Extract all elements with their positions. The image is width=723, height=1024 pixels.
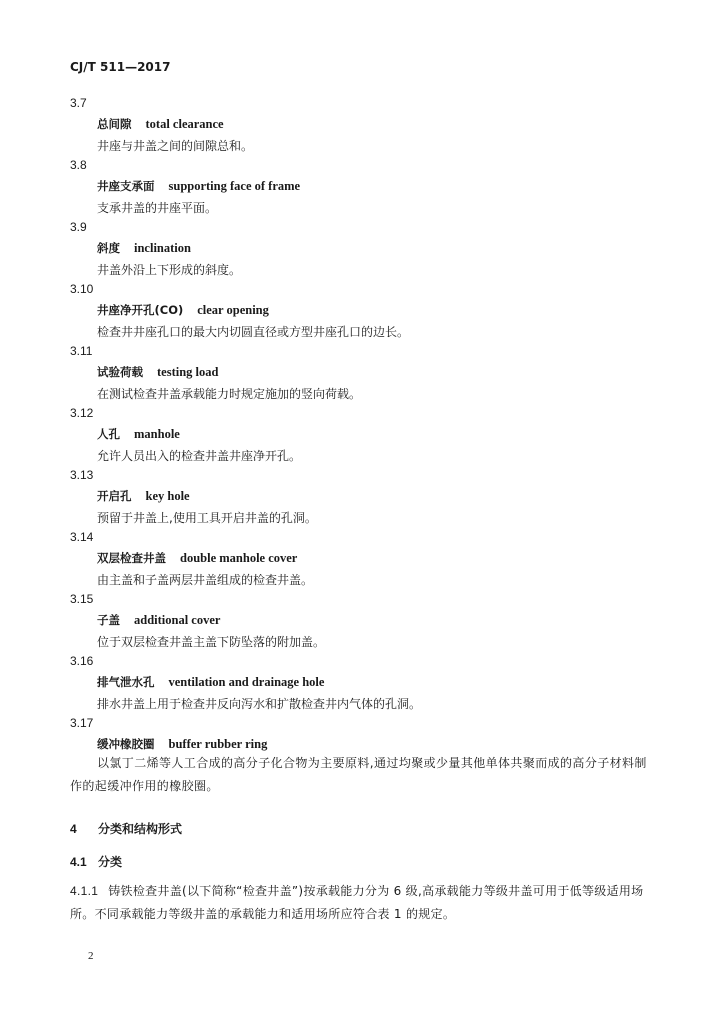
term-number: 3.12 <box>70 406 94 420</box>
page-number: 2 <box>88 950 94 962</box>
term-zh: 缓冲橡胶圈 <box>97 737 155 751</box>
term-zh: 试验荷载 <box>97 365 143 379</box>
term-title <box>97 178 300 194</box>
term-title <box>97 674 324 690</box>
term-definition: 允许人员出入的检查井盖井座净开孔。 <box>97 449 302 463</box>
term-number: 3.10 <box>70 282 94 296</box>
term-en: manhole <box>134 427 180 441</box>
term-title <box>97 550 297 566</box>
term-zh: 井座支承面 <box>97 179 155 193</box>
term-zh: 开启孔 <box>97 489 132 503</box>
term-en: double manhole cover <box>180 551 298 565</box>
term-en: clear opening <box>197 303 269 317</box>
section-title: 分类和结构形式 <box>98 822 183 836</box>
section-number: 4 <box>70 822 77 836</box>
term-number: 3.11 <box>70 344 93 358</box>
term-number: 3.16 <box>70 654 94 668</box>
term-title <box>97 116 224 132</box>
term-definition: 井盖外沿上下形成的斜度。 <box>97 263 242 277</box>
term-title <box>97 488 190 504</box>
term-zh: 井座净开孔(CO) <box>97 303 184 317</box>
standard-code-header: CJ/T 511—2017 <box>70 60 171 74</box>
term-title <box>97 736 267 752</box>
term-definition: 以氯丁二烯等人工合成的高分子化合物为主要原料,通过均聚或少量其他单体共聚而成的高分子材料制作的起缓冲作用的橡胶圈。 <box>70 756 647 793</box>
term-number: 3.15 <box>70 592 94 606</box>
term-number: 3.17 <box>70 716 94 730</box>
term-title <box>97 302 269 318</box>
term-definition: 支承井盖的井座平面。 <box>97 201 218 215</box>
clause-number: 4.1.1 <box>70 884 99 898</box>
term-title <box>97 364 218 380</box>
clause-text: 铸铁检查井盖(以下简称“检查井盖”)按承载能力分为 6 级,高承载能力等级井盖可用于低等级适用场所。不同承载能力等级井盖的承载能力和适用场所应符合表 1 的规定。 <box>70 884 644 921</box>
term-number: 3.8 <box>70 158 87 172</box>
term-title <box>97 426 180 442</box>
term-definition: 检查井井座孔口的最大内切圆直径或方型井座孔口的边长。 <box>97 325 410 339</box>
clause-paragraph <box>70 880 656 926</box>
term-en: inclination <box>134 241 191 255</box>
term-en: ventilation and drainage hole <box>168 675 325 689</box>
section-heading <box>70 820 182 837</box>
term-definition: 在测试检查井盖承载能力时规定施加的竖向荷载。 <box>97 387 362 401</box>
term-zh: 双层检查井盖 <box>97 551 166 565</box>
term-en: buffer rubber ring <box>168 737 268 751</box>
term-number: 3.14 <box>70 530 94 544</box>
subsection-title: 分类 <box>98 855 123 869</box>
term-en: testing load <box>157 365 219 379</box>
term-definition: 预留于井盖上,使用工具开启井盖的孔洞。 <box>97 511 317 525</box>
term-definition: 排水井盖上用于检查井反向泻水和扩散检查井内气体的孔洞。 <box>97 697 422 711</box>
term-zh: 排气泄水孔 <box>97 675 155 689</box>
term-definition: 由主盖和子盖两层井盖组成的检查井盖。 <box>97 573 314 587</box>
term-definition: 井座与井盖之间的间隙总和。 <box>97 139 254 153</box>
term-zh: 子盖 <box>97 613 120 627</box>
term-title <box>97 240 191 256</box>
term-definition: 位于双层检查井盖主盖下防坠落的附加盖。 <box>97 635 326 649</box>
term-zh: 人孔 <box>97 427 120 441</box>
term-en: additional cover <box>134 613 221 627</box>
term-number: 3.9 <box>70 220 87 234</box>
subsection-heading <box>70 853 122 870</box>
term-zh: 总间隙 <box>97 117 132 131</box>
term-title <box>97 612 220 628</box>
subsection-number: 4.1 <box>70 855 87 869</box>
term-number: 3.7 <box>70 96 87 110</box>
term-en: total clearance <box>145 117 224 131</box>
term-number: 3.13 <box>70 468 94 482</box>
term-en: key hole <box>145 489 190 503</box>
term-en: supporting face of frame <box>168 179 301 193</box>
term-zh: 斜度 <box>97 241 120 255</box>
